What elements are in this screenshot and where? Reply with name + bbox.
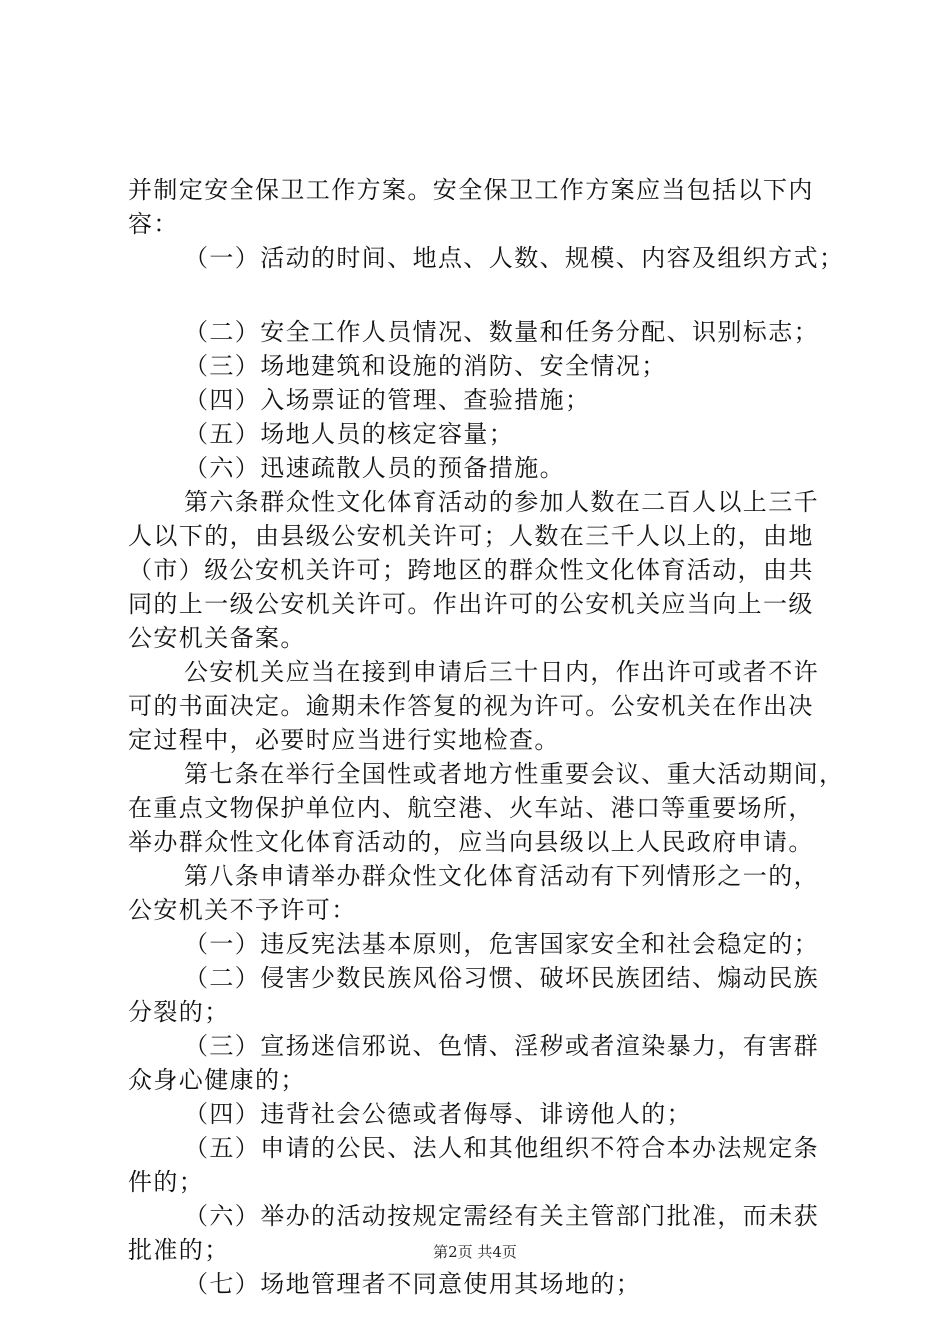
list-item: （五）申请的公民、法人和其他组织不符合本办法规定条 bbox=[184, 1134, 819, 1162]
list-item: （一）活动的时间、地点、人数、规模、内容及组织方式； bbox=[184, 244, 845, 272]
article-6-heading-line: 第六条群众性文化体育活动的参加人数在二百人以上三千 bbox=[184, 488, 819, 516]
list-item: （二）侵害少数民族风俗习惯、破坏民族团结、煽动民族 bbox=[184, 964, 819, 992]
list-item: （三）场地建筑和设施的消防、安全情况； bbox=[184, 352, 667, 380]
text-line: 在重点文物保护单位内、航空港、火车站、港口等重要场所， bbox=[128, 794, 814, 822]
text-line: 公安机关不予许可： bbox=[128, 896, 357, 924]
list-item: （二）安全工作人员情况、数量和任务分配、识别标志； bbox=[184, 318, 819, 346]
paragraph-gap bbox=[128, 275, 840, 315]
document-body bbox=[128, 173, 845, 1301]
list-item: （五）场地人员的核定容量； bbox=[184, 420, 515, 448]
text-line: 众身心健康的； bbox=[128, 1066, 306, 1094]
text-line: 同的上一级公安机关许可。作出许可的公安机关应当向上一级 bbox=[128, 590, 814, 618]
text-line: 容： bbox=[128, 210, 179, 238]
text-line: 批准的； bbox=[128, 1236, 230, 1264]
text-line: 举办群众性文化体育活动的，应当向县级以上人民政府申请。 bbox=[128, 828, 814, 856]
list-item: （七）场地管理者不同意使用其场地的； bbox=[184, 1270, 642, 1298]
list-item: （四）入场票证的管理、查验措施； bbox=[184, 386, 591, 414]
text-line: 分裂的； bbox=[128, 998, 230, 1026]
list-item: （三）宣扬迷信邪说、色情、淫秽或者渲染暴力，有害群 bbox=[184, 1032, 819, 1060]
text-line: 并制定安全保卫工作方案。安全保卫工作方案应当包括以下内 bbox=[128, 176, 814, 204]
paragraph-start-line: 公安机关应当在接到申请后三十日内，作出许可或者不许 bbox=[184, 658, 819, 686]
text-line: 可的书面决定。逾期未作答复的视为许可。公安机关在作出决 bbox=[128, 692, 814, 720]
list-item: （六）举办的活动按规定需经有关主管部门批准，而未获 bbox=[184, 1202, 819, 1230]
article-7-heading-line: 第七条在举行全国性或者地方性重要会议、重大活动期间， bbox=[184, 760, 845, 788]
list-item: （六）迅速疏散人员的预备措施。 bbox=[184, 454, 565, 482]
list-item: （四）违背社会公德或者侮辱、诽谤他人的； bbox=[184, 1100, 692, 1128]
text-line: 件的； bbox=[128, 1168, 205, 1196]
text-line: 定过程中，必要时应当进行实地检查。 bbox=[128, 726, 560, 754]
article-8-heading-line: 第八条申请举办群众性文化体育活动有下列情形之一的， bbox=[184, 862, 819, 890]
list-item: （一）违反宪法基本原则，危害国家安全和社会稳定的； bbox=[184, 930, 819, 958]
text-line: 人以下的，由县级公安机关许可；人数在三千人以上的，由地 bbox=[128, 522, 814, 550]
page-number-footer: 第2页 共4页 bbox=[433, 1243, 517, 1261]
text-line: （市）级公安机关许可；跨地区的群众性文化体育活动，由共 bbox=[128, 556, 814, 584]
text-line: 公安机关备案。 bbox=[128, 624, 306, 652]
